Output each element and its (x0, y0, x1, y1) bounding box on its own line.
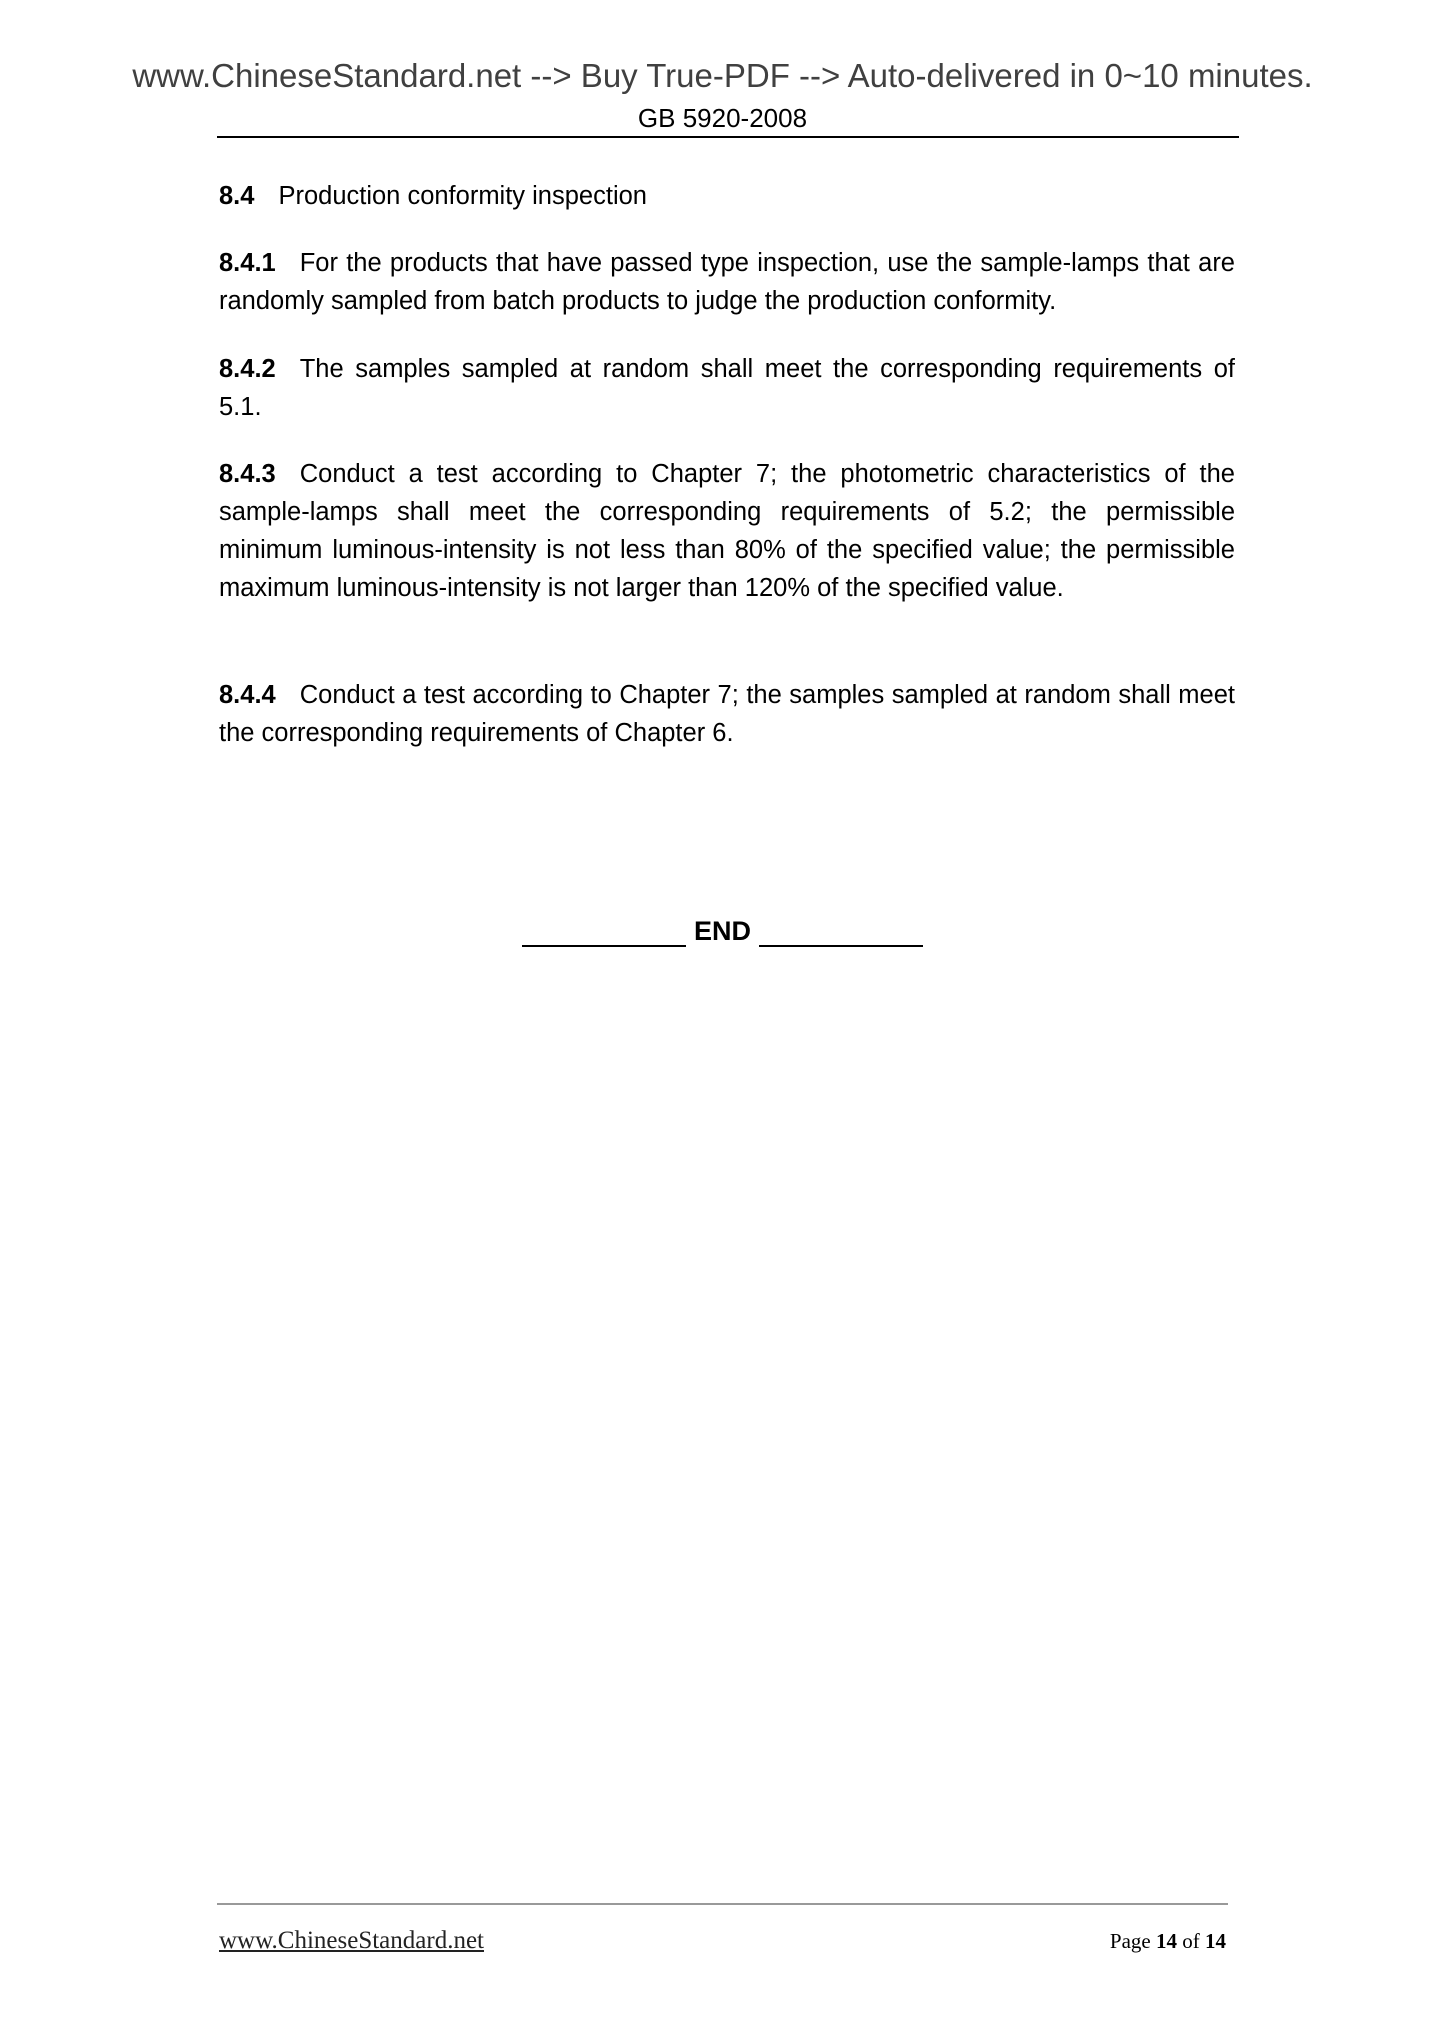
section-8-4-2 (219, 350, 1235, 426)
section-8-4-1 (219, 244, 1235, 320)
section-number: 8.4.4 (219, 681, 276, 709)
section-number: 8.4 (219, 182, 255, 210)
end-label: END (693, 916, 751, 946)
page-number (1110, 1929, 1226, 1954)
section-8-4 (219, 177, 1235, 215)
header-banner: www.ChineseStandard.net --> Buy True-PDF --> Auto-delivered in 0~10 minutes. (132, 57, 1313, 94)
section-title: Production conformity inspection (278, 182, 647, 210)
page-current: 14 (1156, 1929, 1177, 1953)
section-8-4-4 (219, 676, 1235, 752)
section-text: For the products that have passed type inspection, use the sample-lamps that are randomly sampled from batch products to judge the production conformity. (219, 249, 1235, 315)
section-8-4-3 (219, 455, 1235, 607)
section-text: The samples sampled at random shall meet the corresponding requirements of 5.1. (219, 355, 1235, 421)
page-of: of (1182, 1929, 1200, 1953)
standard-id: GB 5920-2008 (637, 103, 808, 133)
section-text: Conduct a test according to Chapter 7; the photometric characteristics of the sample-lamps shall meet the corresponding requirements of 5.2; the permissible minimum luminous-intensity is not less than 80% of the specified value; the permissible maximum luminous-intensity is not larger than 120% of the specified value. (219, 460, 1235, 602)
header-divider (217, 136, 1239, 138)
footer-site-link[interactable]: www.ChineseStandard.net (219, 1927, 484, 1954)
footer-divider (217, 1903, 1228, 1905)
section-number: 8.4.3 (219, 460, 276, 488)
section-text: Conduct a test according to Chapter 7; the samples sampled at random shall meet the corresponding requirements of Chapter 6. (219, 681, 1235, 747)
page-prefix: Page (1109, 1929, 1151, 1953)
page-total: 14 (1205, 1929, 1226, 1953)
section-number: 8.4.1 (219, 249, 276, 277)
end-line-right (759, 915, 923, 947)
end-line-left (522, 915, 686, 947)
section-number: 8.4.2 (219, 355, 276, 383)
end-marker (0, 915, 1445, 947)
